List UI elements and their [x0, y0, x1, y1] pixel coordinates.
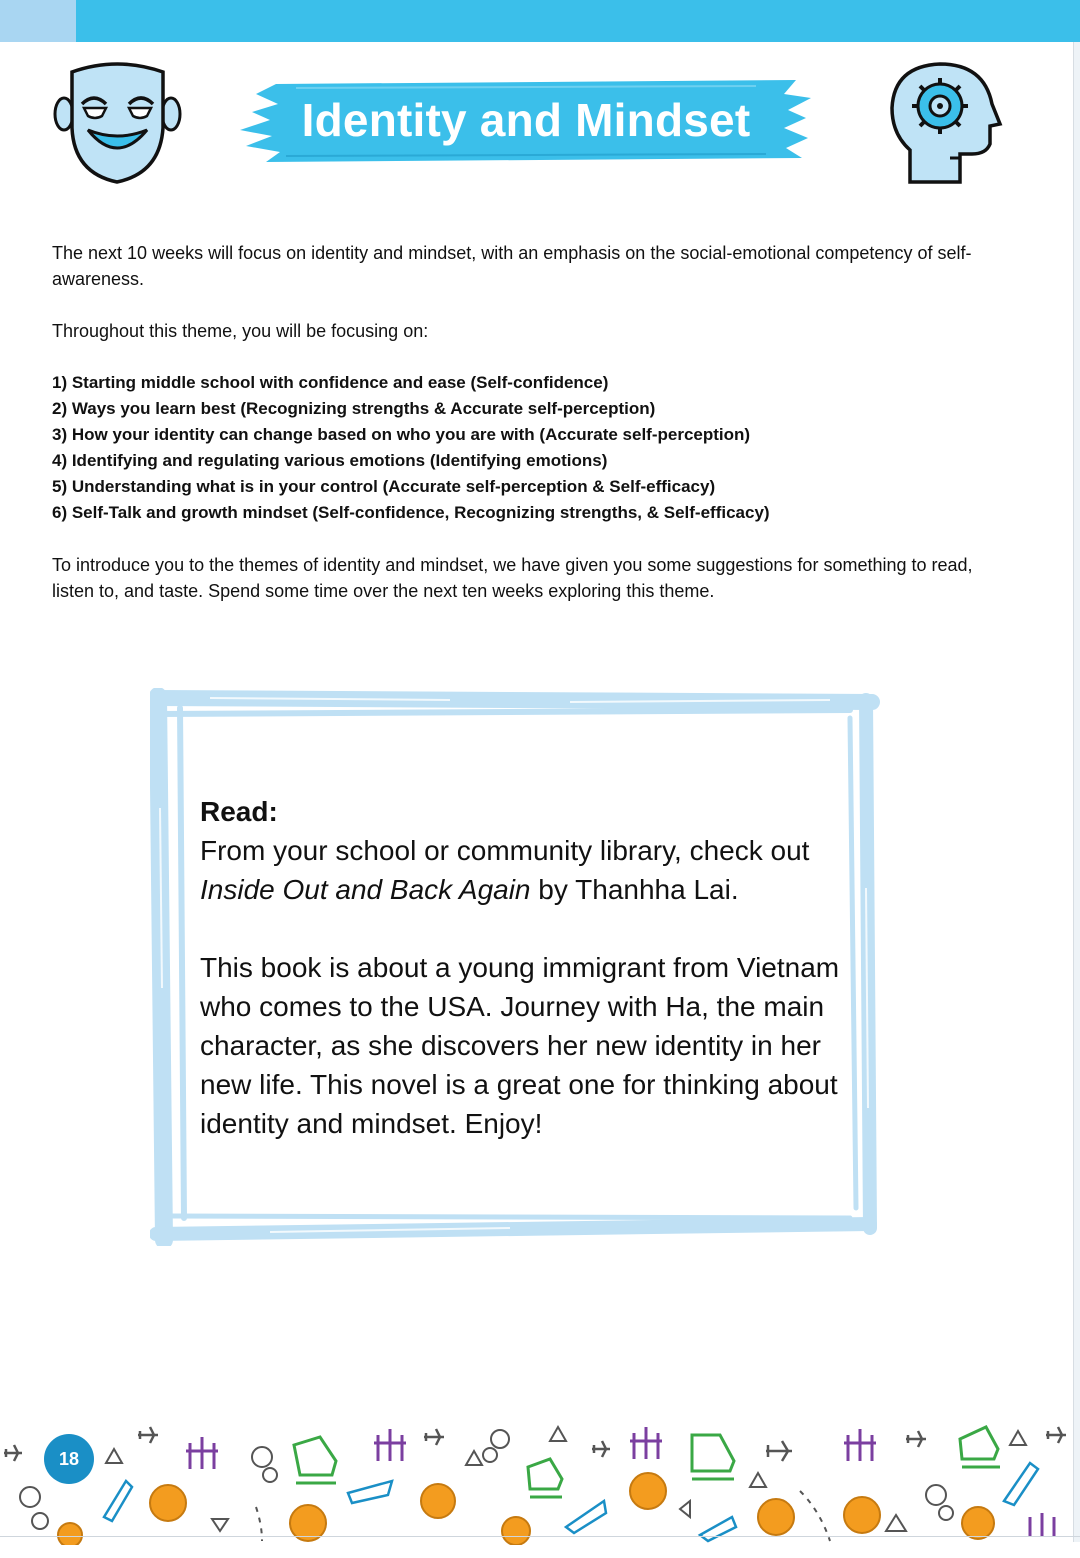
list-item: 5) Understanding what is in your control (Accurate self-perception & Self-efficacy) — [52, 477, 716, 496]
focus-label: Throughout this theme, you will be focusing on: — [52, 321, 429, 341]
read-line1: From your school or community library, check out — [200, 835, 810, 866]
read-heading: Read: — [200, 796, 278, 827]
page-title: Identity and Mindset — [301, 94, 751, 146]
list-item: 1) Starting middle school with confidence and ease (Self-confidence) — [52, 373, 609, 392]
page-edge — [1073, 42, 1080, 1542]
focus-list — [52, 370, 1032, 526]
rocket-icon — [104, 1463, 1038, 1541]
globe-icon — [58, 1473, 994, 1545]
head-gear-icon — [888, 58, 1006, 188]
mask-icon — [50, 58, 185, 188]
triangle-icon — [106, 1427, 1026, 1531]
page-number-badge: 18 — [44, 1434, 94, 1484]
intro-text: The next 10 weeks will focus on identity and mindset, with an emphasis on the social-emotional competency of self-awareness. — [52, 243, 972, 289]
list-item: 6) Self-Talk and growth mindset (Self-confidence, Recognizing strengths, & Self-efficacy) — [52, 503, 770, 522]
bottom-divider — [0, 1536, 1080, 1537]
footer-decorations — [0, 1405, 1080, 1545]
book-title: Inside Out and Back Again — [200, 874, 531, 905]
airplane-icon — [4, 1427, 1066, 1461]
list-item: 4) Identifying and regulating various emotions (Identifying emotions) — [52, 451, 608, 470]
intro-paragraph — [52, 240, 1012, 292]
book-description: This book is about a young immigrant from Vietnam who comes to the USA. Journey with Ha, the main character, as she discovers her new identity in her new life. This novel is a great one for thinking about identity and mindset. Enjoy! — [200, 952, 840, 1139]
book-author: by Thanhha Lai. — [530, 874, 739, 905]
top-bar — [76, 0, 1080, 42]
outro-paragraph: To introduce you to the themes of identity and mindset, we have given you some suggestions for something to read, listen to, and taste. Spend some time over the next ten weeks exploring this theme. — [52, 555, 973, 601]
read-instruction — [200, 831, 860, 909]
list-item: 3) How your identity can change based on who you are with (Accurate self-perception) — [52, 425, 751, 444]
read-box — [200, 792, 860, 1143]
list-item: 2) Ways you learn best (Recognizing strengths & Accurate self-perception) — [52, 399, 656, 418]
top-bar-left-block — [0, 0, 76, 42]
